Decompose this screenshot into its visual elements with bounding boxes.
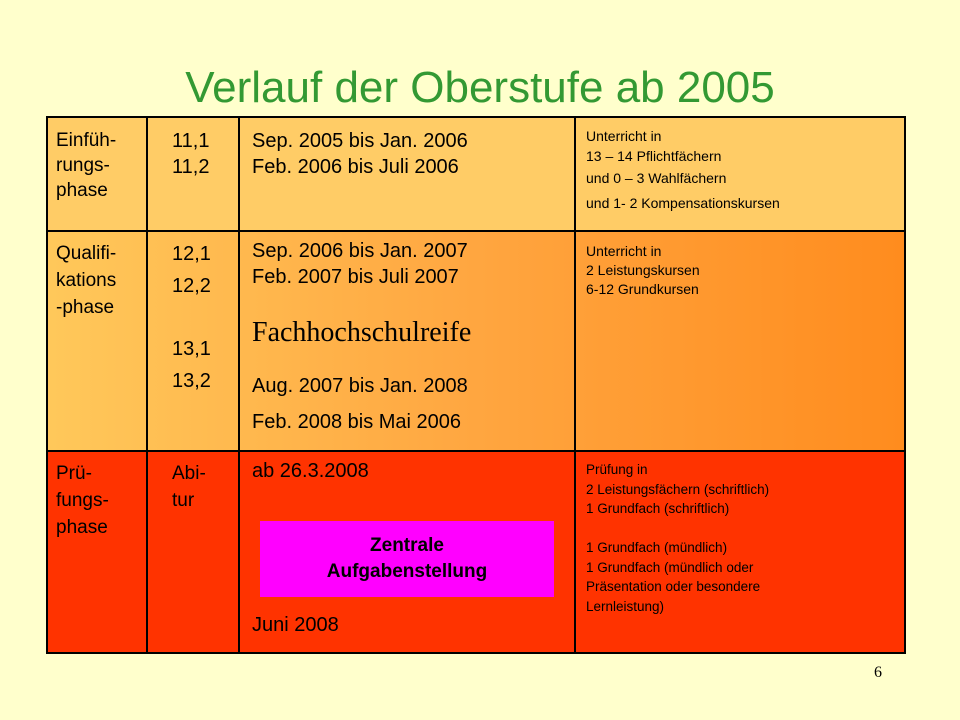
- exam-start-date: ab 26.3.2008: [252, 460, 369, 482]
- row-divider: [48, 230, 904, 232]
- schedule-table: [46, 116, 906, 654]
- date-range: Sep. 2005 bis Jan. 2006 Feb. 2006 bis Juli 2006: [252, 130, 468, 178]
- phase-label: Prü- fungs- phase: [56, 463, 109, 538]
- column-divider: [574, 118, 576, 652]
- phase-label: Einfüh- rungs- phase: [56, 130, 117, 201]
- semester-codes: 12,1 12,2 13,1 13,2: [172, 243, 211, 392]
- column-divider: [146, 118, 148, 652]
- date-range: Sep. 2006 bis Jan. 2007 Feb. 2007 bis Juli 2007: [252, 240, 468, 288]
- exam-end-date: Juni 2008: [252, 614, 339, 636]
- semester-codes: 11,1 11,2: [172, 130, 210, 178]
- central-tasks-badge: Zentrale Aufgabenstellung: [260, 521, 554, 597]
- semester-codes: Abi- tur: [172, 463, 206, 511]
- exam-notes: Prüfung in 2 Leistungsfächern (schriftlich) 1 Grundfach (schriftlich) 1 Grundfach (mündlich) 1 Grundfach (mündlich oder Präsentation oder besondere Lernleistung): [586, 462, 770, 614]
- milestone-label: Fachhochschulreife: [252, 317, 472, 348]
- phase-label: Qualifi- kations -phase: [56, 243, 117, 318]
- page-number: 6: [874, 664, 882, 681]
- column-divider: [238, 118, 240, 652]
- row-divider: [48, 450, 904, 452]
- date-range: Aug. 2007 bis Jan. 2008 Feb. 2008 bis Mai 2006: [252, 375, 468, 433]
- course-notes: Unterricht in 13 – 14 Pflichtfächern und 0 – 3 Wahlfächern und 1- 2 Kompensationskursen: [586, 128, 780, 211]
- course-notes: Unterricht in 2 Leistungskursen 6-12 Grundkursen: [586, 243, 700, 297]
- page-title: Verlauf der Oberstufe ab 2005: [185, 63, 775, 112]
